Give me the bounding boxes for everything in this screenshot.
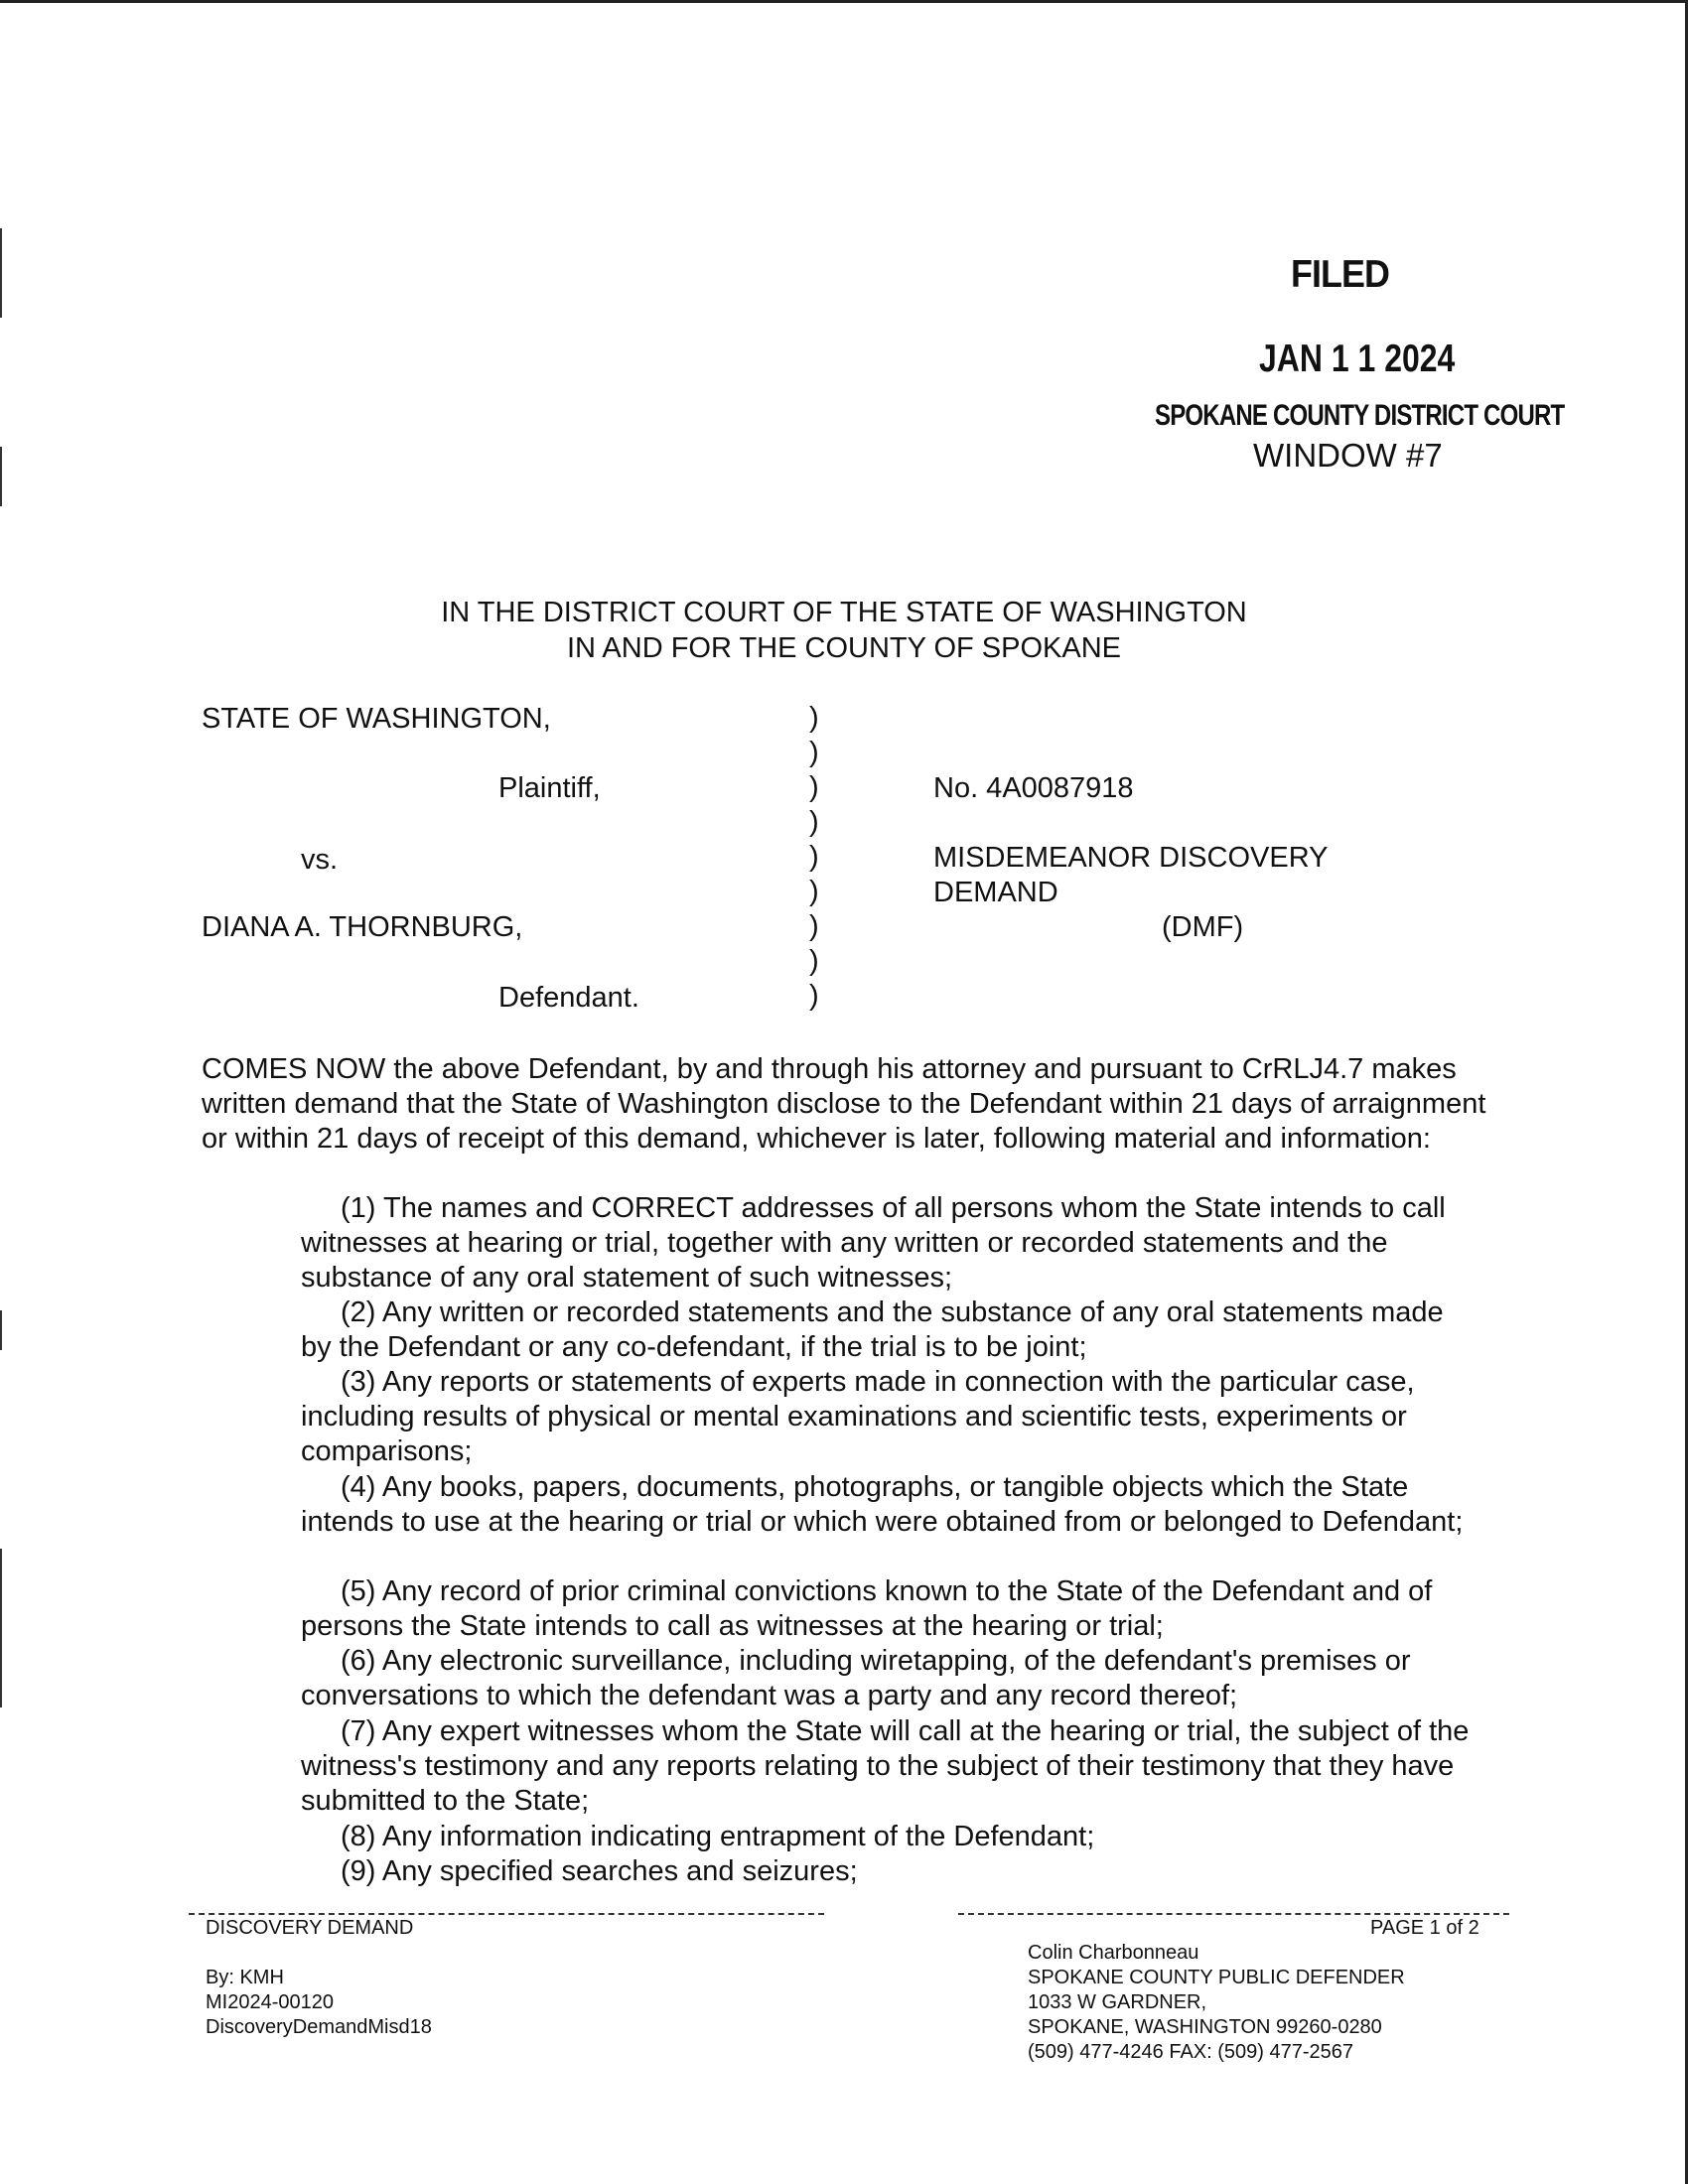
footer-document-title: DISCOVERY DEMAND (206, 1917, 414, 1939)
demand-item: (6) Any electronic surveillance, including wiretapping, of the defendant's premises or conversations to which the defendant was a party and any record thereof; (301, 1645, 1411, 1711)
defendant-role: Defendant. (498, 982, 639, 1014)
demand-item: (7) Any expert witnesses whom the State will call at the hearing or trial, the subject of the witness's testimony and any reports relating to the subject of their testimony that they have submitted to the State; (301, 1715, 1470, 1817)
caption-bracket: ) (809, 841, 819, 873)
filed-stamp: FILED (1291, 253, 1390, 296)
caption-bracket: ) (809, 945, 819, 977)
court-heading-line1: IN THE DISTRICT COURT OF THE STATE OF WASHINGTON (441, 597, 1247, 628)
demand-item: (3) Any reports or statements of experts made in connection with the particular case, including results of physical or mental examinations and scientific tests, experiments or comparisons; (301, 1366, 1415, 1467)
scan-margin-mark (0, 447, 2, 506)
demand-item: (1) The names and CORRECT addresses of all persons whom the State intends to call witnesses at hearing or trial, together with any written or recorded statements and the substance of any oral statement of such witnesses; (301, 1192, 1446, 1294)
office-name: SPOKANE COUNTY PUBLIC DEFENDER (1028, 1967, 1405, 1988)
demand-item: (5) Any record of prior criminal convictions known to the State of the Defendant and of persons the State intends to call as witnesses at the hearing or trial; (301, 1575, 1433, 1642)
attorney-name: Colin Charbonneau (1028, 1942, 1199, 1964)
court-stamp: SPOKANE COUNTY DISTRICT COURT (1155, 399, 1565, 432)
plaintiff-name: STATE OF WASHINGTON, (202, 703, 551, 735)
scan-margin-mark (0, 1310, 2, 1350)
document-title-line1: MISDEMEANOR DISCOVERY (933, 842, 1329, 874)
caption-bracket: ) (809, 737, 819, 768)
office-address-line2: SPOKANE, WASHINGTON 99260-0280 (1028, 2016, 1382, 2038)
demand-item: (4) Any books, papers, documents, photographs, or tangible objects which the State intends to use at the hearing or trial or which were obtained from or belonged to Defendant; (301, 1471, 1464, 1538)
demand-item: (8) Any information indicating entrapment of the Defendant; (341, 1821, 1095, 1852)
footer-rule-left (189, 1913, 824, 1915)
footer-file-number: MI2024-00120 (206, 1991, 334, 2013)
plaintiff-role: Plaintiff, (498, 772, 601, 804)
caption-bracket: ) (809, 702, 819, 734)
case-number: No. 4A0087918 (933, 772, 1134, 804)
office-address-line1: 1033 W GARDNER, (1028, 1991, 1207, 2013)
caption-bracket: ) (809, 910, 819, 942)
page-number: PAGE 1 of 2 (1370, 1917, 1479, 1939)
footer-preparer: By: KMH (206, 1967, 284, 1988)
caption-bracket: ) (809, 980, 819, 1012)
office-phone-fax: (509) 477-4246 FAX: (509) 477-2567 (1028, 2041, 1353, 2063)
document-code: (DMF) (1162, 911, 1244, 943)
defendant-name: DIANA A. THORNBURG, (202, 911, 523, 943)
footer-template-name: DiscoveryDemandMisd18 (206, 2016, 432, 2038)
demand-item: (2) Any written or recorded statements and the substance of any oral statements made by the Defendant or any co-defendant, if the trial is to be joint; (301, 1297, 1444, 1363)
versus-label: vs. (301, 844, 339, 876)
caption-bracket: ) (809, 771, 819, 803)
footer-rule-right (958, 1913, 1509, 1915)
document-title-line2: DEMAND (933, 877, 1058, 908)
window-stamp: WINDOW #7 (1253, 437, 1443, 474)
scan-border-top (0, 0, 1688, 3)
court-heading-line2: IN AND FOR THE COUNTY OF SPOKANE (566, 632, 1122, 664)
caption-bracket: ) (809, 806, 819, 838)
intro-paragraph: COMES NOW the above Defendant, by and through his attorney and pursuant to CrRLJ4.7 makes written demand that the State of Washington disclose to the Defendant within 21 days of arraignment or within 21 days of receipt of this demand, whichever is later, following material and information: (202, 1053, 1486, 1155)
demand-item: (9) Any specified searches and seizures; (341, 1855, 858, 1887)
scan-margin-mark (0, 228, 2, 318)
caption-bracket: ) (809, 876, 819, 907)
scan-margin-mark (0, 1549, 2, 1707)
filed-date-stamp: JAN 1 1 2024 (1259, 338, 1456, 380)
